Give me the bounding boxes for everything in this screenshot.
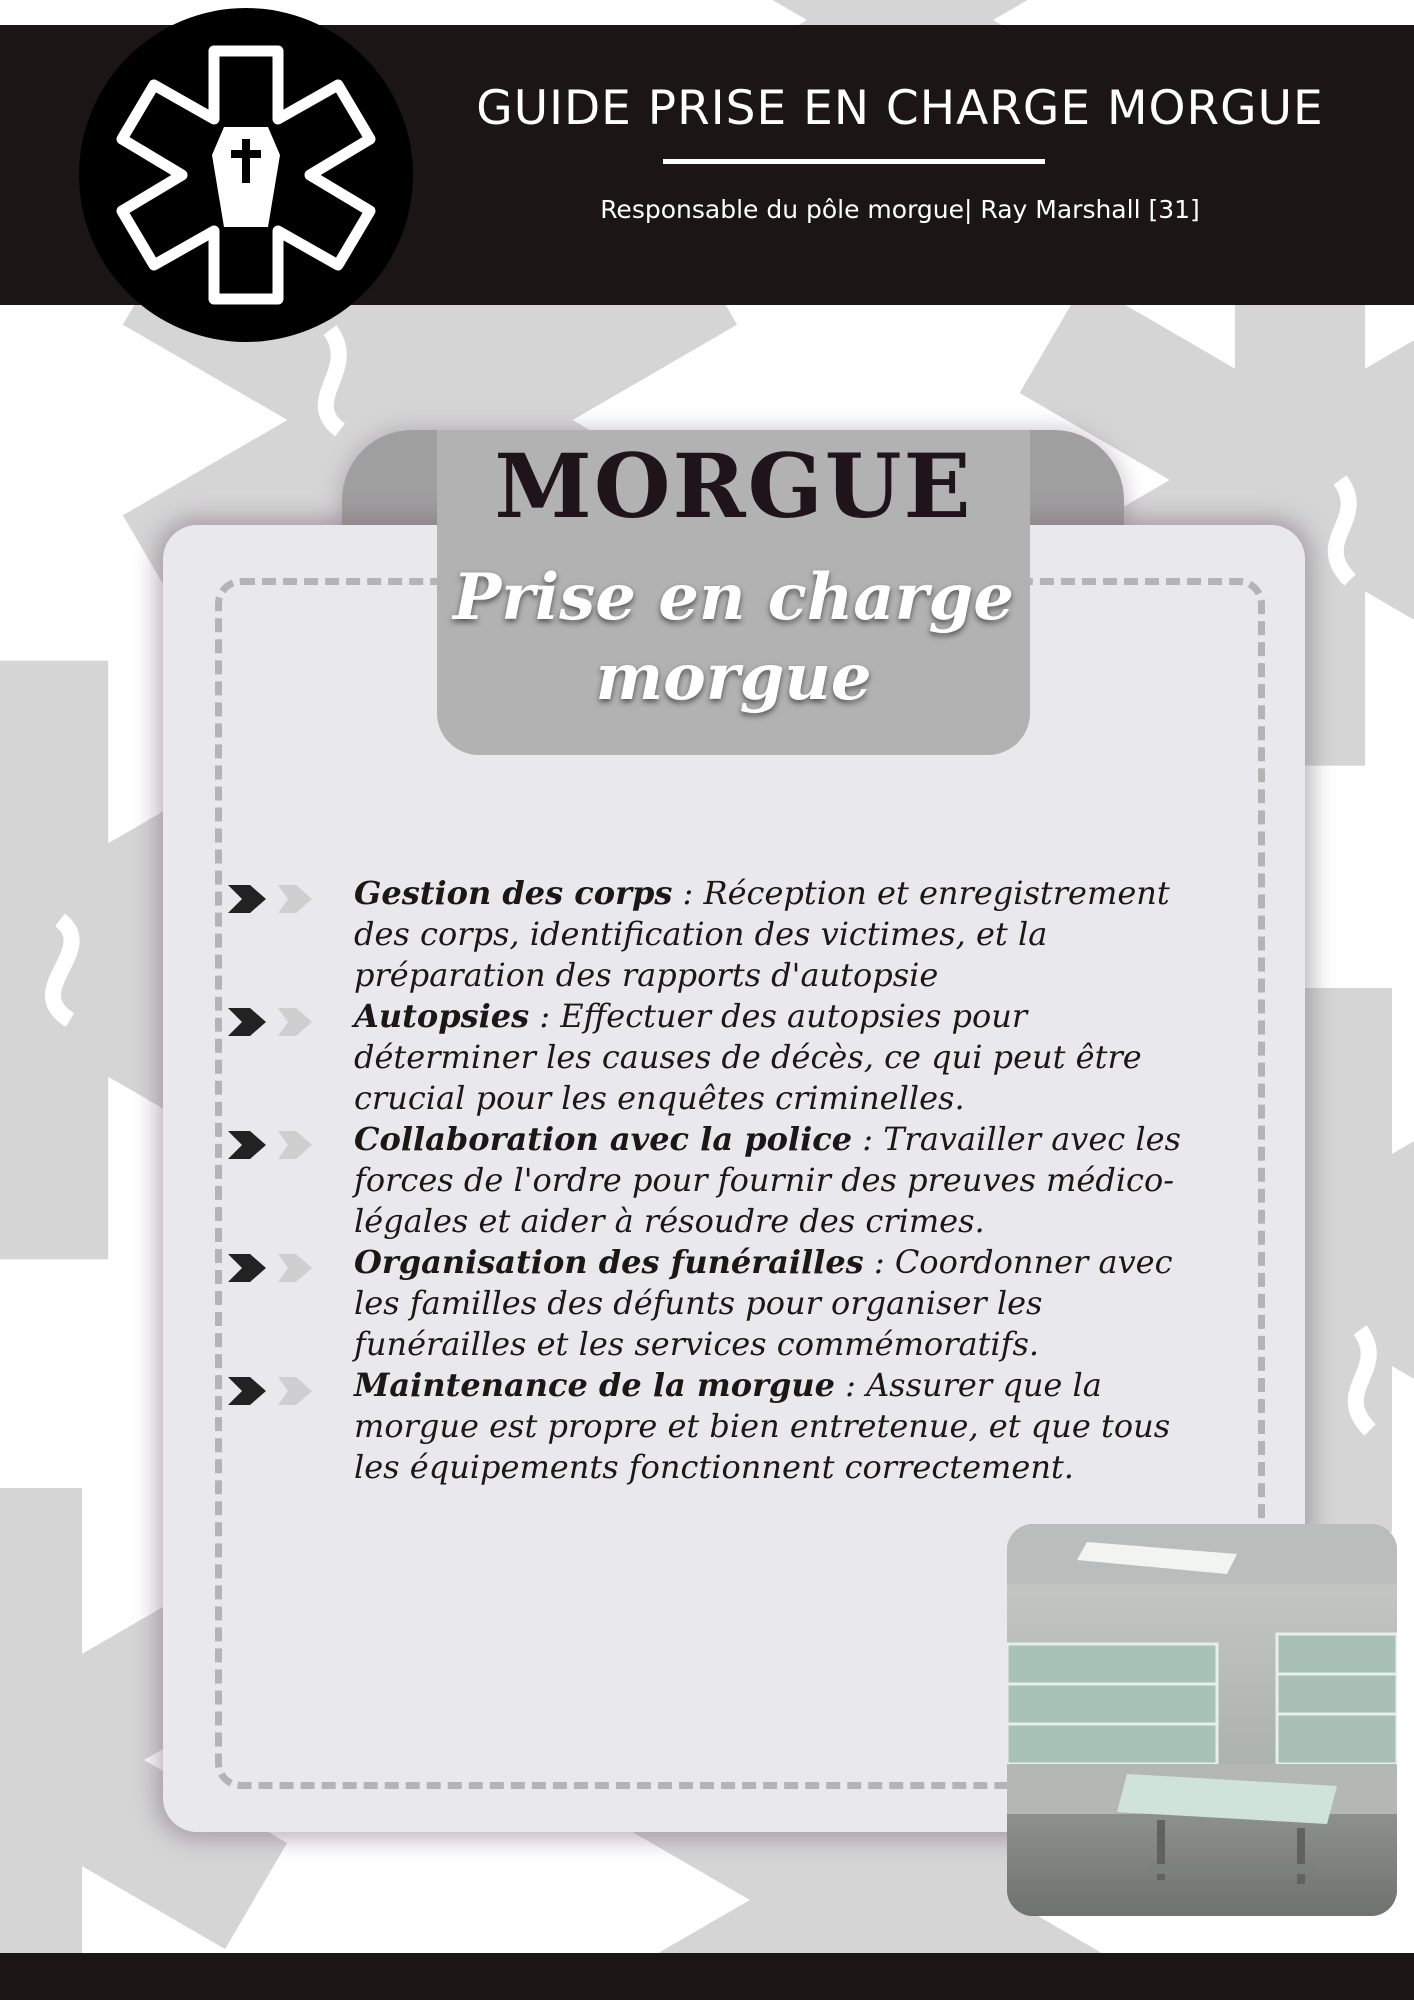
item-text: : Assurer que la morgue est propre et bien entretenue, et que tous les équipements fonctionnent correctement. xyxy=(354,1366,1171,1486)
logo xyxy=(79,8,413,342)
list-item xyxy=(222,996,1212,1119)
item-text: : Effectuer des autopsies pour déterminer les causes de décès, ce qui peut être crucial pour les enquêtes criminelles. xyxy=(354,997,1142,1117)
list-item xyxy=(222,873,1212,996)
card-title: MORGUE xyxy=(494,434,973,538)
item-title: Gestion des corps xyxy=(354,874,673,912)
list-item xyxy=(222,1365,1212,1488)
item-text: : Coordonner avec les familles des défunts pour organiser les funérailles et les services commémoratifs. xyxy=(354,1243,1173,1363)
double-chevron-icon xyxy=(228,885,328,913)
item-text: : Réception et enregistrement des corps, identification des victimes, et la préparation des rapports d'autopsie xyxy=(354,874,1170,994)
list-item xyxy=(222,1119,1212,1242)
item-text: : Travailler avec les forces de l'ordre pour fournir des preuves médico-légales et aider à résoudre des crimes. xyxy=(354,1120,1181,1240)
card-subtitle xyxy=(437,558,1030,718)
morgue-room-photo xyxy=(1007,1524,1397,1916)
page-subtitle: Responsable du pôle morgue| Ray Marshall [31] xyxy=(600,195,1200,224)
card-subtitle-line2: morgue xyxy=(595,640,872,715)
item-title: Autopsies xyxy=(354,997,530,1035)
card-subtitle-line1: Prise en charge xyxy=(453,560,1014,635)
item-title: Maintenance de la morgue xyxy=(354,1366,835,1404)
responsibilities-list xyxy=(222,873,1212,1488)
double-chevron-icon xyxy=(228,1254,328,1282)
page-title: GUIDE PRISE EN CHARGE MORGUE xyxy=(476,81,1324,136)
double-chevron-icon xyxy=(228,1131,328,1159)
title-plate xyxy=(437,430,1030,755)
footer-band xyxy=(0,1953,1414,2000)
star-of-life-coffin-icon xyxy=(79,8,413,342)
list-item xyxy=(222,1242,1212,1365)
title-divider xyxy=(663,159,1045,164)
double-chevron-icon xyxy=(228,1377,328,1405)
item-title: Collaboration avec la police xyxy=(354,1120,853,1158)
double-chevron-icon xyxy=(228,1008,328,1036)
item-title: Organisation des funérailles xyxy=(354,1243,864,1281)
